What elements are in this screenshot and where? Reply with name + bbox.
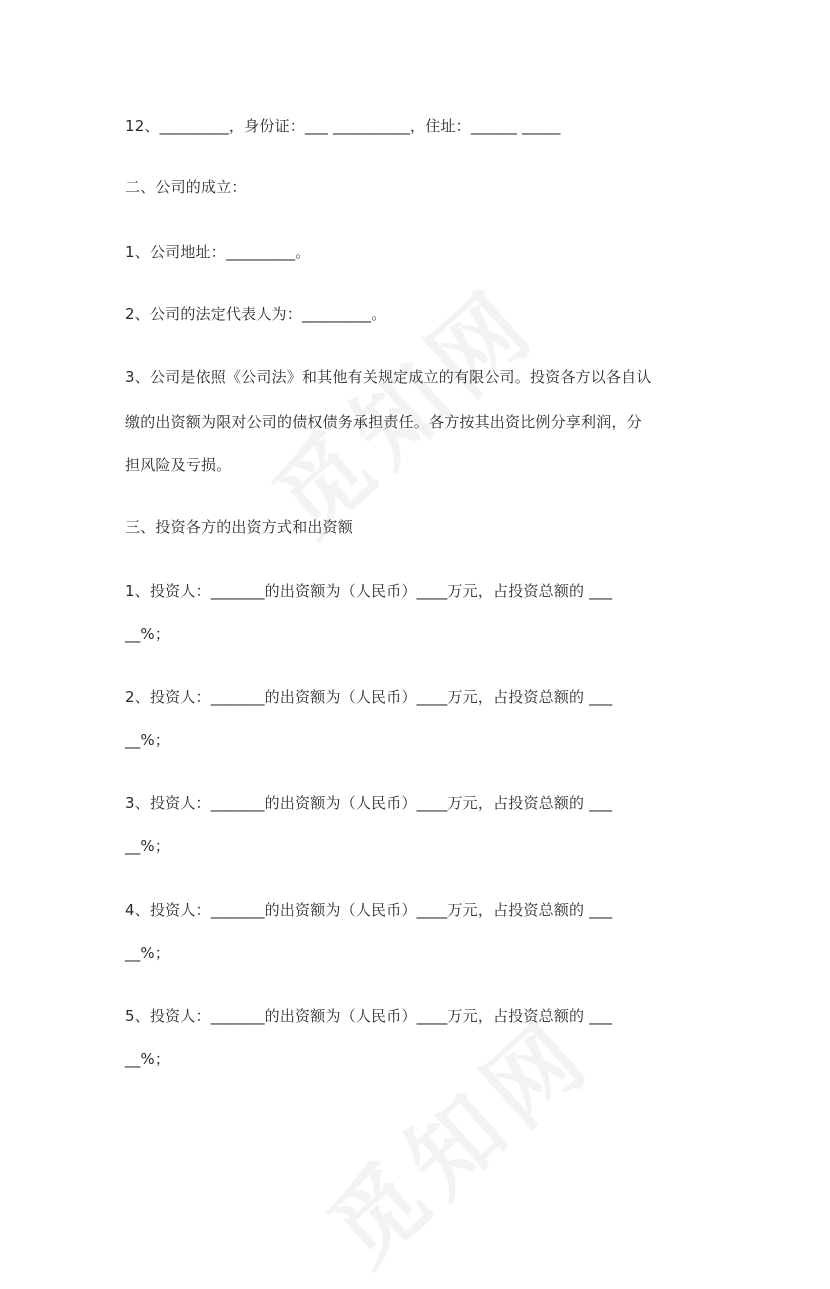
section-2-heading: 二、公司的成立： [125,178,247,196]
investor-1-line: 1、投资人：_______的出资额为（人民币）____万元，占投资总额的 ___ [125,582,613,600]
section-3-heading: 三、投资各方的出资方式和出资额 [125,518,354,536]
investor-4-percent: __%； [125,944,171,962]
investor-3-percent: __%； [125,837,171,855]
watermark-top [241,253,561,560]
investor-2-percent: __%； [125,731,171,749]
investor-4-line: 4、投资人：_______的出资额为（人民币）____万元，占投资总额的 ___ [125,901,613,919]
investor-5-percent: __%； [125,1050,171,1068]
company-address-line: 1、公司地址：_________。 [125,243,311,261]
company-law-line-2: 缴的出资额为限对公司的债权债务承担责任。各方按其出资比例分享利润，分 [125,413,642,431]
clause-12-line: 12、_________，身份证：___ __________，住址：______ _____ [125,117,561,135]
company-law-line-1: 3、公司是依照《公司法》和其他有关规定成立的有限公司。投资各方以各自认 [125,368,652,386]
investor-2-line: 2、投资人：_______的出资额为（人民币）____万元，占投资总额的 ___ [125,688,613,706]
investor-3-line: 3、投资人：_______的出资额为（人民币）____万元，占投资总额的 ___ [125,794,613,812]
company-law-line-3: 担风险及亏损。 [125,456,232,474]
investor-1-percent: __%； [125,625,171,643]
watermark-bottom [296,983,616,1289]
investor-5-line: 5、投资人：_______的出资额为（人民币）____万元，占投资总额的 ___ [125,1007,613,1025]
legal-representative-line: 2、公司的法定代表人为：_________。 [125,305,387,323]
